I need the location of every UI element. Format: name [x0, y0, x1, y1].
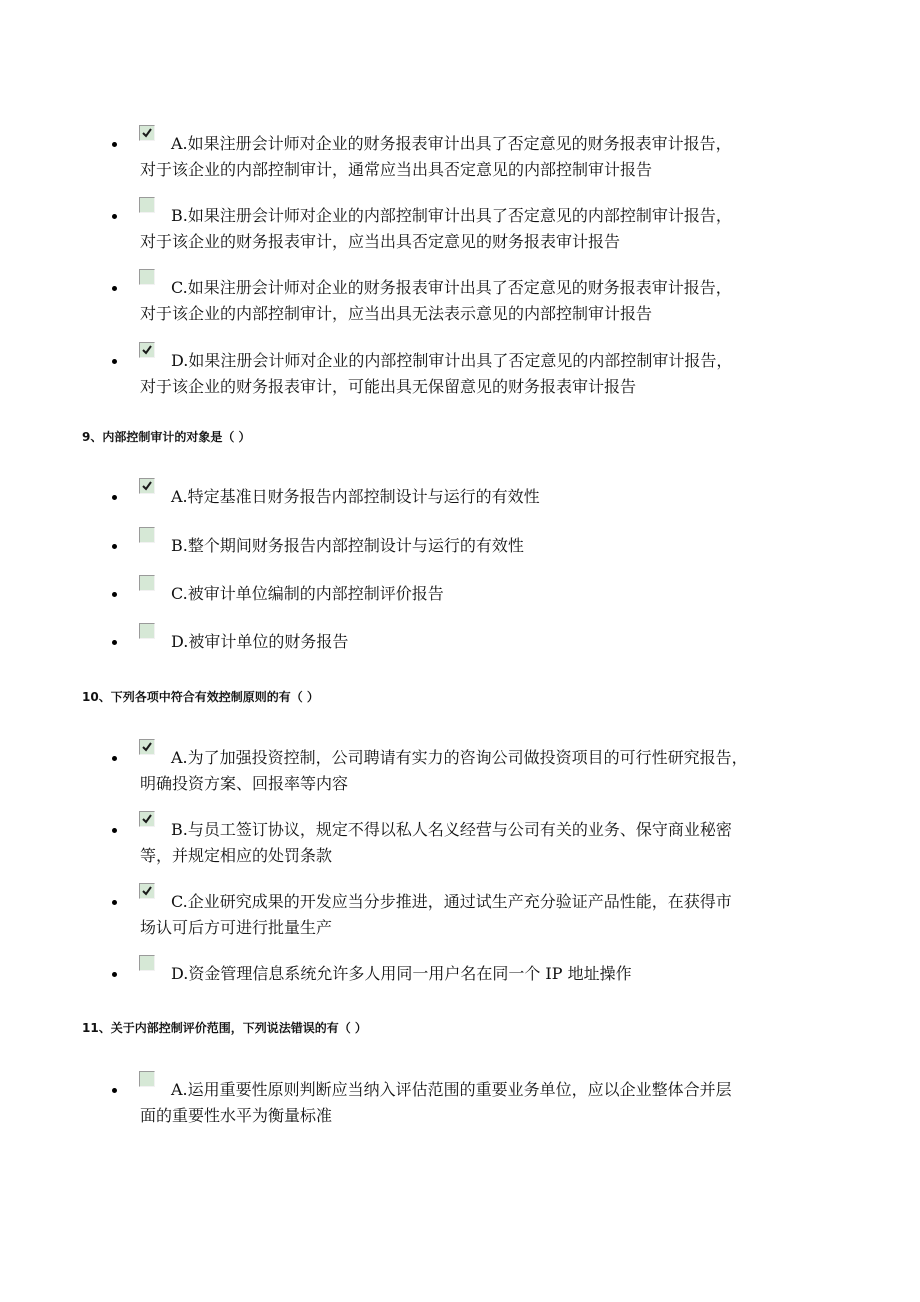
option-text: D.如果注册会计师对企业的内部控制审计出具了否定意见的内部控制审计报告， — [171, 351, 733, 370]
option-text: C.企业研究成果的开发应当分步推进，通过试生产充分验证产品性能，在获得市 — [171, 892, 732, 911]
q10-option-b — [112, 817, 832, 869]
checkbox-checked[interactable] — [139, 739, 155, 755]
option-text-cont: 对于该企业的内部控制审计，应当出具无法表示意见的内部控制审计报告 — [140, 304, 653, 323]
q9-option-c — [112, 581, 832, 607]
option-text: B.整个期间财务报告内部控制设计与运行的有效性 — [171, 536, 524, 555]
q9-option-d — [112, 629, 832, 655]
option-text-cont: 对于该企业的财务报表审计，应当出具否定意见的财务报表审计报告 — [140, 232, 621, 251]
checkbox-checked[interactable] — [139, 125, 155, 141]
q8-option-c — [112, 275, 832, 327]
bullet — [112, 828, 117, 833]
question-title: 11、关于内部控制评价范围，下列说法错误的有（ ） — [82, 1021, 367, 1035]
option-text-cont: 等，并规定相应的处罚条款 — [140, 846, 333, 865]
checkbox-checked[interactable] — [139, 811, 155, 827]
option-text: A.为了加强投资控制，公司聘请有实力的咨询公司做投资项目的可行性研究报告， — [171, 748, 748, 767]
checkbox-unchecked[interactable] — [139, 1071, 155, 1087]
bullet — [112, 286, 117, 291]
option-text: B.如果注册会计师对企业的内部控制审计出具了否定意见的内部控制审计报告， — [171, 206, 732, 225]
q9-option-b — [112, 533, 832, 559]
q8-option-d — [112, 348, 832, 400]
option-text: C.如果注册会计师对企业的财务报表审计出具了否定意见的财务报表审计报告， — [171, 278, 732, 297]
option-text-cont: 明确投资方案、回报率等内容 — [140, 774, 349, 793]
option-text: A.特定基准日财务报告内部控制设计与运行的有效性 — [171, 487, 540, 506]
checkbox-unchecked[interactable] — [139, 269, 155, 285]
question-title: 9、内部控制审计的对象是（ ） — [82, 430, 251, 444]
bullet — [112, 359, 117, 364]
option-text-cont: 场认可后方可进行批量生产 — [140, 918, 333, 937]
checkbox-checked[interactable] — [139, 478, 155, 494]
bullet — [112, 900, 117, 905]
checkbox-unchecked[interactable] — [139, 197, 155, 213]
bullet — [112, 544, 117, 549]
option-text: D.被审计单位的财务报告 — [171, 632, 349, 651]
q8-option-a — [112, 131, 832, 183]
option-text: B.与员工签订协议，规定不得以私人名义经营与公司有关的业务、保守商业秘密 — [171, 820, 732, 839]
bullet — [112, 1088, 117, 1093]
option-text: C.被审计单位编制的内部控制评价报告 — [171, 584, 444, 603]
option-text: A.运用重要性原则判断应当纳入评估范围的重要业务单位，应以企业整体合并层 — [171, 1080, 732, 1099]
checkbox-unchecked[interactable] — [139, 623, 155, 639]
option-text-cont: 对于该企业的内部控制审计，通常应当出具否定意见的内部控制审计报告 — [140, 160, 653, 179]
bullet — [112, 972, 117, 977]
checkbox-unchecked[interactable] — [139, 575, 155, 591]
q10-option-a — [112, 745, 832, 797]
checkbox-unchecked[interactable] — [139, 527, 155, 543]
bullet — [112, 640, 117, 645]
checkbox-unchecked[interactable] — [139, 955, 155, 971]
q10-option-c — [112, 889, 832, 941]
bullet — [112, 214, 117, 219]
q9-option-a — [112, 484, 832, 510]
q11-option-a — [112, 1077, 832, 1129]
bullet — [112, 495, 117, 500]
q8-option-b — [112, 203, 832, 255]
bullet — [112, 592, 117, 597]
bullet — [112, 142, 117, 147]
checkbox-checked[interactable] — [139, 883, 155, 899]
option-text-cont: 面的重要性水平为衡量标准 — [140, 1106, 333, 1125]
q10-option-d — [112, 961, 832, 987]
bullet — [112, 756, 117, 761]
option-text: D.资金管理信息系统允许多人用同一用户名在同一个 IP 地址操作 — [171, 964, 632, 983]
option-text-cont: 对于该企业的财务报表审计，可能出具无保留意见的财务报表审计报告 — [140, 377, 637, 396]
option-text: A.如果注册会计师对企业的财务报表审计出具了否定意见的财务报表审计报告， — [171, 134, 732, 153]
checkbox-checked[interactable] — [139, 342, 155, 358]
question-title: 10、下列各项中符合有效控制原则的有（ ） — [82, 690, 319, 704]
